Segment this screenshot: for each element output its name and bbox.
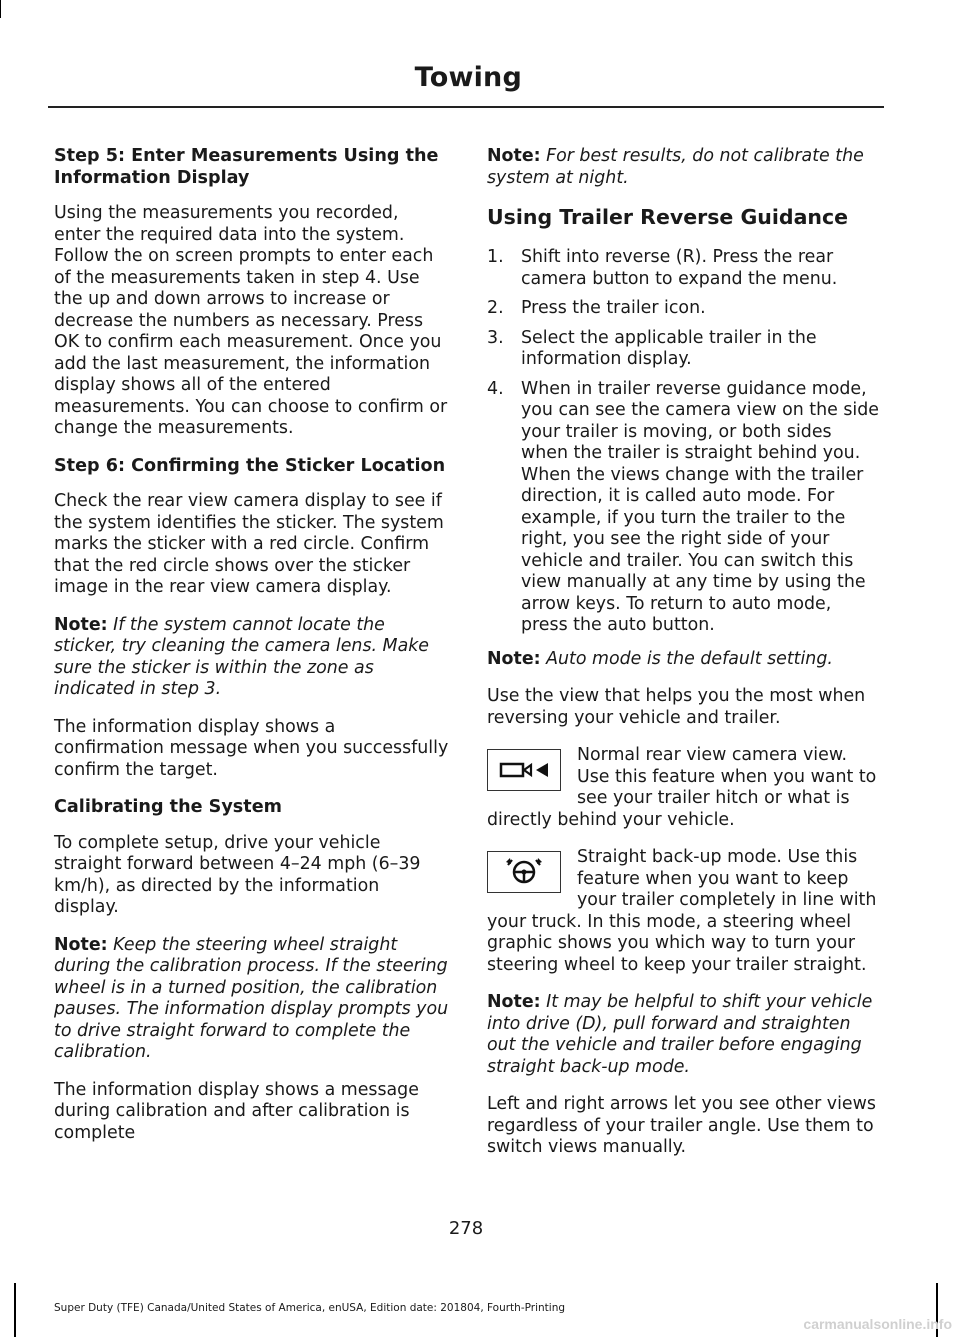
- note-text: Auto mode is the default setting.: [546, 648, 833, 669]
- straight-backup-item: [487, 847, 882, 976]
- arrows-body: Left and right arrows let you see other views regardless of your trailer angle. Use them to switch views manually.: [487, 1094, 876, 1157]
- right-column: [487, 146, 882, 1175]
- header-rule: [48, 106, 884, 108]
- note-night: [487, 146, 882, 189]
- note-text: Keep the steering wheel straight during the calibration process. If the steering wheel is in a turned position, the calibration pauses. The information display prompts you to drive straight forward to complete the calibration.: [54, 934, 449, 1062]
- camera-view-item: [487, 745, 882, 831]
- crop-mark-bottom-left: [14, 1283, 16, 1337]
- note-label: Note:: [487, 992, 541, 1012]
- watermark: carmanualsonline.info: [803, 1316, 952, 1332]
- step6-body: Check the rear view camera display to see if the system identifies the sticker. The system marks the sticker with a red circle. Confirm that the red circle shows over the sticker image in the rear view camera display.: [54, 491, 444, 597]
- note-drive: [487, 992, 882, 1078]
- step5-heading: Step 5: Enter Measurements Using the Information Display: [54, 146, 439, 188]
- straight-backup-text: Straight back-up mode. Use this feature when you want to keep your trailer completely in line with your truck. In this mode, a steering wheel graphic shows you which way to turn your steering wheel to keep your trailer straight.: [487, 847, 877, 975]
- rear-camera-icon: [487, 749, 561, 791]
- list-item: 3. Select the applicable trailer in the information display.: [487, 327, 817, 369]
- note-label: Note:: [54, 934, 108, 955]
- note-text: It may be helpful to shift your vehicle into drive (D), pull forward and straighten out the vehicle and trailer before engaging straight back-up mode.: [487, 992, 873, 1077]
- list-item: 4. When in trailer reverse guidance mode, you can see the camera view on the side your trailer is moving, or both sides when the trailer is straight behind you. When the views change with the trailer direction, it is called auto mode. For example, if you turn the trailer to the right, you see the right side of your vehicle and trailer. You can switch this view manually at any time by using the arrow keys. To return to auto mode, press the auto button.: [487, 378, 879, 635]
- calibrating-body: To complete setup, drive your vehicle straight forward between 4–24 mph (6–39 km/h), as directed by the information display.: [54, 832, 421, 917]
- guidance-heading: Using Trailer Reverse Guidance: [487, 205, 849, 229]
- use-view-body: Use the view that helps you the most when reversing your vehicle and trailer.: [487, 686, 866, 728]
- page-number: 278: [448, 1218, 484, 1239]
- section-title: Towing: [414, 62, 522, 93]
- step6-heading: Step 6: Confirming the Sticker Location: [54, 455, 446, 476]
- list-item: 1. Shift into reverse (R). Press the rear camera button to expand the menu.: [487, 247, 838, 289]
- camera-view-text: Normal rear view camera view. Use this feature when you want to see your trailer hitch or what is directly behind your vehicle.: [487, 745, 877, 830]
- steering-wheel-icon: [487, 851, 561, 893]
- step5-body: Using the measurements you recorded, enter the required data into the system. Follow the on screen prompts to enter each of the measurements taken in step 4. Use the up and down arrows to increase or decrease the numbers as necessary. Press OK to confirm each measurement. Once you add the last measurement, the information display shows all of the entered measurements. You can choose to confirm or change the measurements.: [54, 203, 448, 438]
- note-text: If the system cannot locate the sticker, try cleaning the camera lens. Make sure the sticker is within the zone as indicated in step 3.: [54, 614, 429, 699]
- calibrating-heading: Calibrating the System: [54, 797, 282, 817]
- list-item: 2. Press the trailer icon.: [487, 298, 706, 318]
- note-camera-lens: [54, 615, 449, 701]
- note-steering: [54, 935, 449, 1064]
- guidance-steps: [487, 247, 882, 637]
- final-body: The information display shows a message during calibration and after calibration is complete: [54, 1079, 419, 1143]
- note-label: Note:: [54, 614, 108, 635]
- note-label: Note:: [487, 146, 541, 166]
- confirm-body: The information display shows a confirmation message when you successfully confirm the target.: [54, 716, 449, 780]
- left-column: [54, 146, 449, 1160]
- footer-edition: Super Duty (TFE) Canada/United States of America, enUSA, Edition date: 201804, Fourth-Printing: [54, 1302, 566, 1314]
- note-label: Note:: [487, 648, 541, 669]
- note-text: For best results, do not calibrate the system at night.: [487, 146, 864, 188]
- note-auto: [487, 649, 882, 671]
- crop-mark-top-left: [0, 0, 1, 18]
